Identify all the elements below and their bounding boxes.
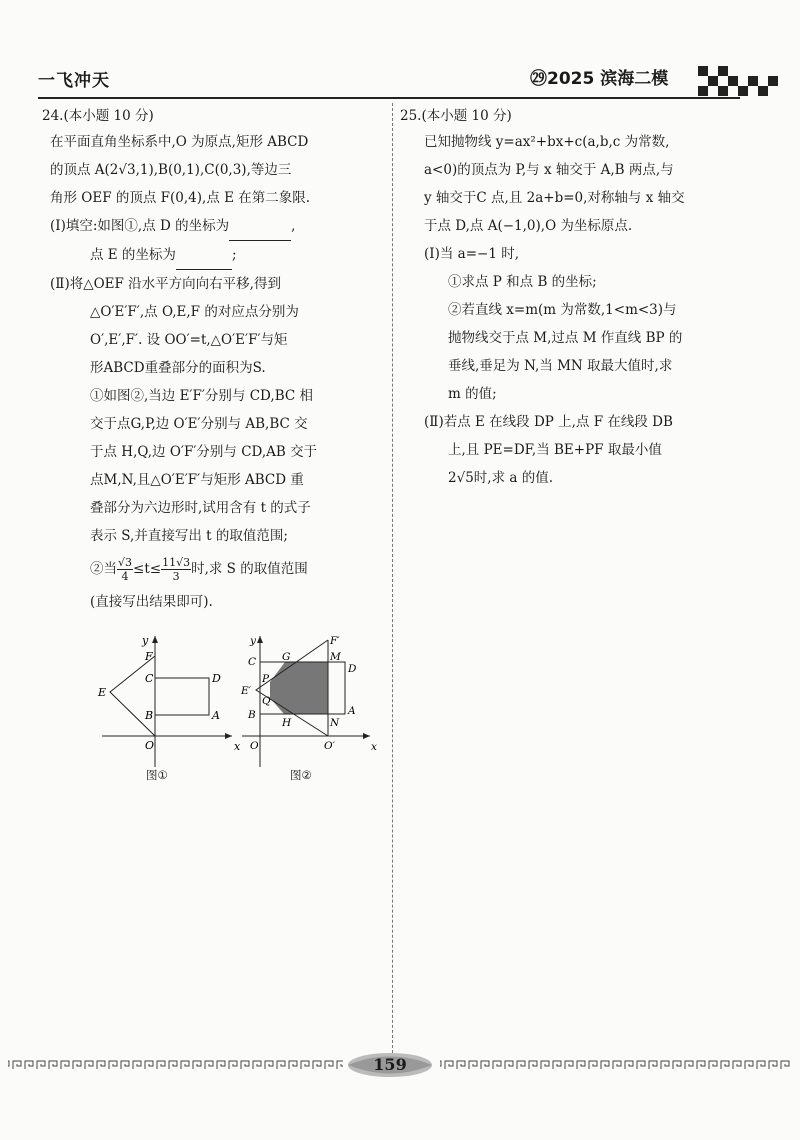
- q24-text-line: △O′E′F′,点 O,E,F 的对应点分别为: [90, 304, 299, 320]
- q25-text-line: ②若直线 x=m(m 为常数,1<m<3)与: [448, 302, 677, 318]
- fig2-A-label: A: [348, 705, 356, 717]
- q24-part1-text: (Ⅰ)填空:如图①,点 D 的坐标为: [50, 218, 230, 234]
- fig2-B-label: B: [248, 709, 256, 721]
- fraction-sqrt3-over-4: $\frac{√3}{4}$: [118, 556, 133, 583]
- q24-text-line: 叠部分为六边形时,试用含有 t 的式子: [90, 500, 311, 516]
- fig2-Fp-label: F′: [330, 635, 340, 647]
- text: 时,求 S 的取值范围: [191, 561, 308, 577]
- q24-text-line: ①如图②,当边 E′F′分别与 CD,BC 相: [90, 388, 313, 404]
- q25-text-line: 已知抛物线 y=ax²+bx+c(a,b,c 为常数,: [424, 134, 670, 150]
- q25-text-line: y 轴交于C 点,且 2a+b=0,对称轴与 x 轴交: [424, 190, 685, 206]
- fig1-F-label: F: [145, 650, 153, 663]
- fig2-H-label: H: [282, 717, 292, 729]
- fig1-D-label: D: [212, 672, 221, 685]
- figure-1-caption: 图①: [146, 768, 168, 782]
- figure-2-caption: 图②: [290, 768, 312, 782]
- q24-part1-line: [42, 212, 387, 241]
- brand-title: 一飞冲天: [38, 71, 110, 91]
- q24-text-line: 于点 H,Q,边 O′F′分别与 CD,AB 交于: [90, 444, 318, 460]
- fig1-E-label: E: [98, 686, 107, 699]
- question-25: [400, 104, 745, 492]
- page-footer: [0, 1040, 800, 1080]
- q24-text-line: 点M,N,且△O′E′F′与矩形 ABCD 重: [90, 472, 304, 488]
- fig2-N-label: N: [330, 717, 340, 729]
- answer-blank-d: [229, 212, 291, 241]
- checker-ornament-icon: [698, 66, 778, 96]
- q24-text-line: (Ⅱ)将△OEF 沿水平方向向右平移,得到: [50, 276, 281, 292]
- q24-text-line: 形ABCD重叠部分的面积为S.: [90, 360, 266, 376]
- fig2-x-label: x: [371, 741, 377, 753]
- fraction-11sqrt3-over-3: $\frac{11√3}{3}$: [162, 556, 191, 583]
- fig1-O-label: O: [145, 739, 155, 752]
- punct: ,: [291, 218, 296, 234]
- fig2-C-label: C: [248, 656, 257, 668]
- q25-text-line: 于点 D,点 A(−1,0),O 为坐标原点.: [424, 218, 633, 234]
- q25-text-line: 2√5时,求 a 的值.: [448, 470, 553, 486]
- q24-part1-line: [42, 241, 387, 270]
- fig2-y-label: y: [250, 635, 256, 647]
- text: ②当: [90, 561, 117, 577]
- question-24: [42, 104, 387, 782]
- q25-text-line: (Ⅱ)若点 E 在线段 DP 上,点 F 在线段 DB: [424, 414, 673, 430]
- header-rule: [38, 97, 740, 99]
- fig2-D-label: D: [348, 663, 357, 675]
- q25-text-line: m 的值;: [448, 386, 497, 402]
- fig1-y-label: y: [142, 634, 149, 647]
- q24-text-line: 在平面直角坐标系中,O 为原点,矩形 ABCD: [50, 134, 309, 150]
- answer-blank-e: [176, 241, 232, 270]
- fig2-G-label: G: [282, 651, 291, 663]
- q25-text-line: a<0)的顶点为 P,与 x 轴交于 A,B 两点,与: [424, 162, 674, 178]
- fig1-B-label: B: [145, 709, 154, 722]
- q24-text-line: O′,E′,F′. 设 OO′=t,△O′E′F′与矩: [90, 332, 288, 348]
- q24-text-line: 交于点G,P,边 O′E′分别与 AB,BC 交: [90, 416, 308, 432]
- q25-title: 25.(本小题 10 分): [400, 108, 512, 124]
- fig2-P-label: P: [262, 673, 270, 685]
- q25-text-line: 上,且 PE=DF,当 BE+PF 取最小值: [448, 442, 662, 458]
- q25-part1-title: (Ⅰ)当 a=−1 时,: [424, 246, 520, 262]
- fig2-O-label: O: [250, 740, 259, 752]
- fig2-M-label: M: [330, 651, 341, 663]
- q24-text-line: (直接写出结果即可).: [90, 594, 213, 610]
- fig1-A-label: A: [212, 709, 220, 722]
- figure-1: [92, 632, 242, 772]
- fig1-x-label: x: [234, 740, 241, 753]
- punct: ;: [231, 247, 237, 263]
- figure-2: [238, 632, 378, 772]
- q24-part2-line: [42, 550, 387, 588]
- page-number: 159: [373, 1055, 407, 1074]
- q24-part1-text: 点 E 的坐标为: [90, 247, 176, 263]
- fig2-Q-label: Q: [262, 695, 271, 707]
- q25-text-line: 抛物线交于点 M,过点 M 作直线 BP 的: [448, 330, 683, 346]
- q24-text-line: 角形 OEF 的顶点 F(0,4),点 E 在第二象限.: [50, 190, 311, 206]
- exam-series-title: ㉙2025 滨海二模: [530, 69, 669, 89]
- q24-text-line: 表示 S,并直接写出 t 的取值范围;: [90, 528, 288, 544]
- text: ≤t≤: [133, 561, 162, 577]
- q25-text-line: ①求点 P 和点 B 的坐标;: [448, 274, 597, 290]
- fig2-Op-label: O′: [324, 740, 335, 752]
- page-header: [38, 62, 740, 102]
- q24-title: 24.(本小题 10 分): [42, 108, 154, 124]
- fig1-C-label: C: [145, 672, 154, 685]
- column-divider: [392, 103, 393, 1063]
- q24-text-line: 的顶点 A(2√3,1),B(0,1),C(0,3),等边三: [50, 162, 292, 178]
- fig2-Ep-label: E′: [241, 685, 252, 697]
- q25-text-line: 垂线,垂足为 N,当 MN 取最大值时,求: [448, 358, 673, 374]
